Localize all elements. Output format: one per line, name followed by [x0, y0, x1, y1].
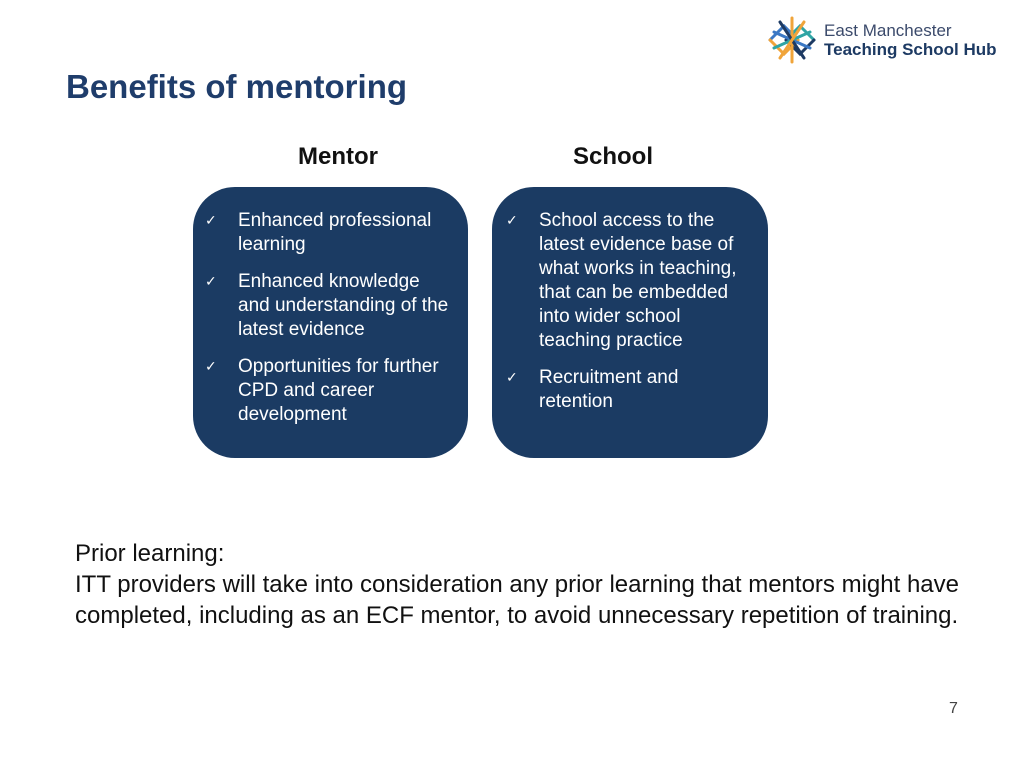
school-benefits-list: [506, 209, 754, 414]
benefit-text: Enhanced professional learning: [238, 210, 432, 255]
check-icon: ✓: [205, 274, 217, 290]
mentor-benefits-panel: [193, 187, 468, 458]
list-item: [205, 355, 454, 427]
school-heading: School: [573, 143, 654, 170]
prior-learning-note: [75, 538, 975, 631]
page-number: 7: [949, 700, 958, 717]
star-logo-icon: [764, 14, 820, 66]
check-icon: ✓: [506, 370, 518, 386]
benefit-text: Recruitment and retention: [539, 367, 679, 412]
benefit-text: School access to the latest evidence base of what works in teaching, that can be embedded into wider school teaching practice: [539, 210, 737, 351]
benefit-text: Enhanced knowledge and understanding of the latest evidence: [238, 271, 449, 340]
list-item: [506, 209, 754, 353]
prior-learning-heading: Prior learning:: [75, 540, 225, 567]
school-benefits-panel: [492, 187, 768, 458]
logo-wordmark: [824, 21, 997, 59]
benefit-text: Opportunities for further CPD and career development: [238, 356, 439, 425]
list-item: [205, 209, 454, 257]
check-icon: ✓: [506, 213, 518, 229]
logo-line-1: East Manchester: [824, 21, 952, 40]
prior-learning-body: ITT providers will take into consideration any prior learning that mentors might have completed, including as an ECF mentor, to avoid unnecessary repetition of training.: [75, 571, 959, 629]
hub-logo: [764, 14, 997, 66]
mentor-heading: Mentor: [298, 143, 378, 170]
mentor-benefits-list: [205, 209, 454, 427]
check-icon: ✓: [205, 359, 217, 375]
check-icon: ✓: [205, 213, 217, 229]
logo-line-2: Teaching School Hub: [824, 40, 997, 59]
list-item: [506, 366, 754, 414]
slide-title: Benefits of mentoring: [66, 68, 408, 105]
list-item: [205, 270, 454, 342]
